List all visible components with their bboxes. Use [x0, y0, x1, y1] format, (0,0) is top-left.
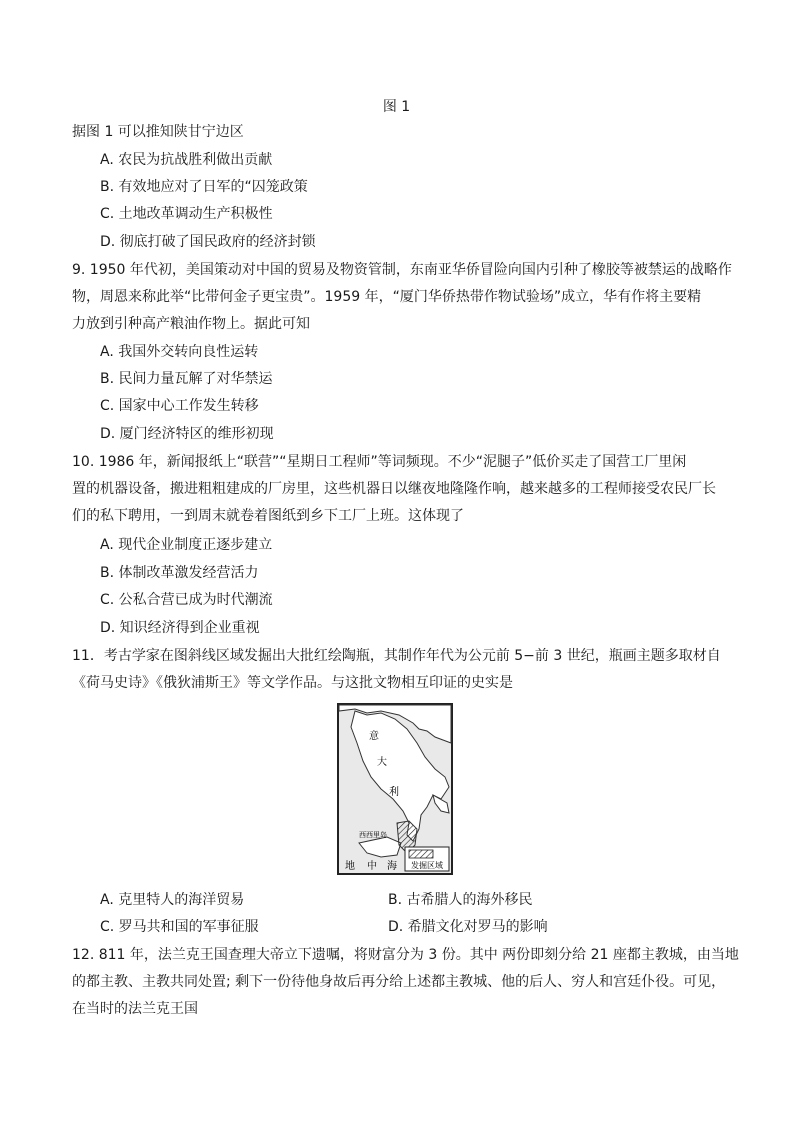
map-label-yi: 意 [369, 731, 379, 742]
q8-option-a: A. 农民为抗战胜利做出贡献 [100, 152, 273, 168]
q11-option-d: D. 希腊文化对罗马的影响 [388, 919, 548, 935]
q10-option-c: C. 公私合营已成为时代潮流 [100, 592, 273, 608]
q9-stem-line-1: 9. 1950 年代初，美国策动对中国的贸易及物资管制，东南亚华侨冒险向国内引种了橡胶等被禁运的战略作 [72, 262, 732, 278]
q11-option-a: A. 克里特人的海洋贸易 [100, 892, 245, 908]
legend-label: 发掘区域 [411, 861, 443, 870]
q10-stem-line-2: 置的机器设备，搬进粗粗建成的厂房里，这些机器日以继夜地隆隆作响，越来越多的工程师接受农民厂长 [72, 481, 716, 497]
q10-option-a: A. 现代企业制度正逐步建立 [100, 537, 273, 553]
italy-map [337, 703, 453, 875]
q9-option-a: A. 我国外交转向良性运转 [100, 344, 259, 360]
figure-caption: 图 1 [382, 99, 411, 115]
map-label-sicily: 西西里岛 [359, 831, 387, 839]
q9-option-c: C. 国家中心工作发生转移 [100, 398, 259, 414]
q12-stem-line-2: 的都主教、主教共同处置; 剩下一份待他身故后再分给上述都主教城、他的后人、穷人和宫廷仆役。可见， [72, 974, 726, 990]
q8-option-b: B. 有效地应对了日军的“囚笼政策 [100, 179, 308, 195]
q8-option-d: D. 彻底打破了国民政府的经济封锁 [100, 234, 316, 250]
q10-option-d: D. 知识经济得到企业重视 [100, 620, 260, 636]
q11-stem-line-1: 11．考古学家在图斜线区域发掘出大批红绘陶瓶，其制作年代为公元前 5−前 3 世纪，瓶画主题多取材自 [72, 648, 721, 664]
q9-option-d: D. 厦门经济特区的维形初现 [100, 426, 274, 442]
map-label-li: 利 [389, 787, 399, 798]
map-label-zhong: 中 [367, 861, 377, 872]
map-label-di: 地 [345, 861, 355, 872]
legend-swatch [409, 850, 433, 858]
map-label-da: 大 [377, 757, 387, 768]
q10-option-b: B. 体制改革激发经营活力 [100, 565, 259, 581]
q10-stem-line-1: 10. 1986 年，新闻报纸上“联营”“星期日工程师”等词频现。不少“泥腿子”低价买走了国营工厂里闲 [72, 454, 687, 470]
q12-stem-line-3: 在当时的法兰克王国 [72, 1001, 198, 1017]
italy-map-figure [337, 703, 453, 875]
q12-stem-line-1: 12. 811 年，法兰克王国查理大帝立下遗嘱，将财富分为 3 份。其中 两份即刻分给 21 座都主教城，由当地 [72, 947, 739, 963]
q11-option-c: C. 罗马共和国的军事征服 [100, 919, 259, 935]
q8-option-c: C. 土地改革调动生产积极性 [100, 206, 273, 222]
q11-stem-line-2: 《荷马史诗》《俄狄浦斯王》等文学作品。与这批文物相互印证的史实是 [72, 675, 513, 691]
q9-stem-line-3: 力放到引种高产粮油作物上。据此可知 [72, 316, 310, 332]
map-label-hai: 海 [387, 861, 397, 872]
q10-stem-line-3: 们的私下聘用，一到周末就卷着图纸到乡下工厂上班。这体现了 [72, 508, 464, 524]
q9-option-b: B. 民间力量瓦解了对华禁运 [100, 371, 273, 387]
q8-stem: 据图 1 可以推知陕甘宁边区 [72, 124, 244, 140]
q11-option-b: B. 古希腊人的海外移民 [388, 892, 533, 908]
q9-stem-line-2: 物，周恩来称此举“比带何金子更宝贵”。1959 年，“厦门华侨热带作物试验场”成立，华有作将主要精 [72, 289, 702, 305]
